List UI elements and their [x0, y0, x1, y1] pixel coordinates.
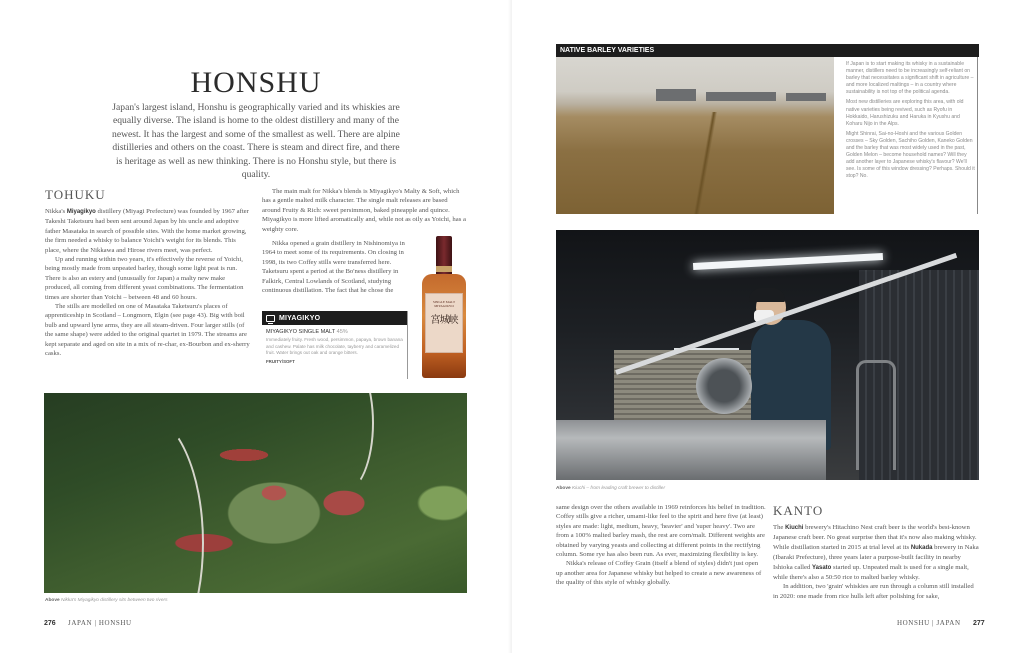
- paragraph: If Japan is to start making its whisky in a sustainable manner, distillers need to be increasingly self-reliant on barley that necessitates a significant shift in agriculture – and more localized maltings – in a country where sustainability is not top of the political agenda.: [846, 61, 974, 96]
- photo-caption: Above Nikka's Miyagikyo distillery sits between two rivers: [45, 598, 168, 603]
- folio: [897, 619, 985, 627]
- paragraph: Nikka's Miyagikyo distillery (Miyagi Prefecture) was founded by 1967 after Takeshi Taketsuru had been sent around Japan by his uncle and adoptive father Masataka in search of possible sites. With the home market growing, the firm needed a whisky to balance Yoichi's weight for its blends. This place, where the Nikkawa and Hirose rivers meet, was perfect.: [45, 208, 249, 254]
- tv-icon: [266, 315, 275, 322]
- paragraph: Most new distilleries are exploring this area, with old native varieties being revived, such as Ryofu in Hokkaido, Harushizuku and Haruka in Kyushu and Koharu Nijo in the Alps.: [846, 99, 964, 127]
- paragraph: Up and running within two years, it's effectively the reverse of Yoichi, being mostly made from unpeated barley, though some light peat is run. There is also an estery and (unusually for Japan) a malty new make produced, all coming from different yeast combinations. The fermentation times are shorter than Yoichi – between 48 and 60 hours.: [45, 256, 244, 301]
- whisky-name: MIYAGIKYO SINGLE MALT 45%: [266, 329, 348, 335]
- flavour-style: FRUITY/SOFT: [266, 358, 295, 364]
- barley-field-photo: [556, 57, 834, 214]
- page-title: HONSHU: [190, 66, 322, 99]
- kiuchi-brewer-photo: [556, 230, 979, 480]
- sidebar-header: NATIVE BARLEY VARIETIES: [556, 44, 979, 57]
- sidebar-text: [846, 61, 976, 184]
- intro-paragraph: Japan's largest island, Honshu is geographically varied and its whiskies are equally diverse. The island is home to the oldest distillery and many of the newest. It has the largest and some of the smallest as well. There are alpine distilleries and others on the coast. There is steam and direct fire, and there is heritage as well as new thinking. There is no Honshu style, but there is quality.: [112, 102, 400, 181]
- paragraph: Might Shinrai, Sai-no-Hoshi and the various Golden crosses – Sky Golden, Sachiho Golden, Kaneko Golden and the barley that was most widely used in the past, Golden Melon – become household names? Will they add another layer to Japanese whisky's flavour? We'll see. Is some of this window dressing? Perhaps. Should it stop? No.: [846, 130, 975, 180]
- paragraph: Nikka opened a grain distillery in Nishinomiya in 1964 to meet some of its requirements. On closing in 1998, its two Coffey stills were transferred here. Taketsuru spent a period at the Bo'ness distillery in Falkirk, Central Lowlands of Scotland, studying continuous distillation. The fact that he chose the: [262, 240, 405, 295]
- running-head: HONSHU | JAPAN: [897, 619, 961, 627]
- page-number: 276: [44, 620, 56, 627]
- photo-caption: Above Kiuchi – from leading craft brewer to distiller: [556, 486, 666, 491]
- paragraph: The stills are modelled on one of Masataka Taketsuru's places of apprenticeship in Scotland – Longmorn, Elgin (see page 43). Big with boil bulb and upward lyne arms, they are all steam-driven. Four larger stills (of the same shape) were added to the original quartet in 1979. The streams are kept separate and aged on site in a mix of re-char, ex-Bourbon and ex-sherry casks.: [45, 303, 250, 358]
- paragraph: The Kiuchi brewery's Hitachino Nest craft beer is the world's best-known Japanese craft beer. No great surprise then that it's now also making whisky. While distillation started in 2015 at trial level at its Nukada brewery in Naka (Ibaraki Prefecture), three years later a purpose-built facility in nearby Ishioka called Yasato started up. Unpeated malt is used for a single malt, while there's also a 50:50 rice to malted barley whisky.: [773, 524, 979, 582]
- abv: 45%: [336, 329, 348, 335]
- sidebar-rule: [977, 57, 978, 214]
- distillery-aerial-photo: [44, 393, 467, 593]
- tasting-notes: Immediately fruity. Fresh wood, persimmon, papaya, brown banana and cashew. Palate has milk chocolate, tayberry and caramelized fruit. Water brings out oak and orange bitters.: [266, 337, 403, 356]
- bottle-label: SINGLE MALT MIYAGIKYO 宮城峡: [425, 293, 463, 353]
- tasting-note-header: MIYAGIKYO: [262, 311, 407, 325]
- folio: [44, 619, 132, 627]
- tasting-note-box: [262, 311, 408, 379]
- right-column-1: [556, 503, 766, 588]
- section-heading-tohuku: TOHUKU: [45, 187, 106, 202]
- paragraph: Nikka's release of Coffey Grain (itself a blend of styles) didn't just open up another area for Japanese whisky but helped to create a new awareness of the quality of this style of whisky globally.: [556, 560, 762, 587]
- right-column-2: [773, 523, 980, 601]
- distillery-name: Miyagikyo: [66, 209, 96, 215]
- running-head: JAPAN | HONSHU: [68, 619, 132, 627]
- left-column-2-top: [262, 187, 466, 234]
- paragraph: same design over the others available in 1969 reinforces his belief in tradition. Coffey stills give a richer, umami-like feel to the spirit and here five (at least) styles are made: light, medium, heavy, 'heavier' and 'super heavy'. Two are from a 100% malted barley mash, the rest are corn/malt. Different weights are obtained by varying yeasts and collecting at different points in the rectifying column. Some rye has also been run. As ever, maximizing flexibility is key.: [556, 504, 766, 559]
- left-column-2-wrap: [262, 239, 412, 295]
- paragraph: The main malt for Nikka's blends is Miyagikyo's Malty & Soft, which has a gentle malted milk character. The single malt releases are based around Fruity & Rich: sweet persimmon, baked pineapple and quince. Miyagikyo is more lifted aromatically and, while not as oily as Yoichi, has a weighty core.: [262, 188, 466, 233]
- page-number: 277: [972, 620, 985, 627]
- section-heading-kanto: KANTO: [773, 503, 824, 518]
- paragraph: In addition, two 'grain' whiskies are run through a column still installed in 2020: one made from rice hulls left after polishing for sake,: [773, 583, 974, 600]
- left-column-1: [45, 207, 253, 359]
- whisky-bottle-image: [421, 236, 467, 378]
